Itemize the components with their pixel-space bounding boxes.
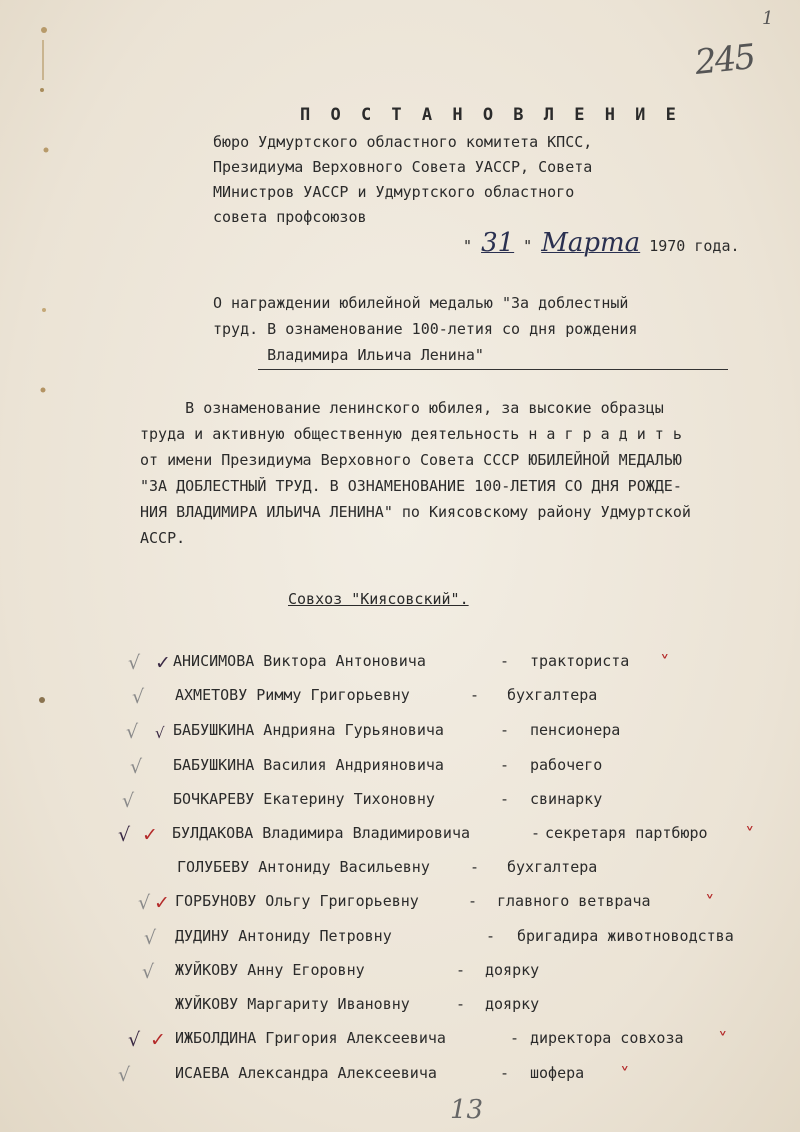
check-mark-icon: √ (126, 721, 139, 743)
check-mark-icon: ✓ (142, 824, 158, 846)
document-title: П О С Т А Н О В Л Е Н И Е (300, 105, 681, 125)
awardee-dash: - (456, 961, 466, 979)
awardee-position: свинарку (530, 790, 603, 808)
awardee-position: бухгалтера (507, 686, 598, 704)
check-mark-icon: √ (138, 892, 151, 914)
date-day: 31 (481, 228, 515, 258)
awardee-row (0, 652, 800, 682)
awardee-position: тракториста (530, 652, 630, 670)
check-mark-icon: √ (130, 756, 143, 778)
check-mark-icon: √ (118, 824, 131, 846)
awardee-position: секретаря партбюро (545, 824, 708, 842)
awardee-position: пенсионера (530, 721, 621, 739)
awardee-name: БАБУШКИНА Василия Андрияновича (173, 756, 444, 774)
tick-mark-icon: ˅ (745, 824, 755, 846)
awardee-dash: - (500, 756, 510, 774)
awardee-row (0, 1064, 800, 1094)
awardee-dash: - (470, 858, 480, 876)
subject-underline (258, 369, 728, 370)
awardee-row (0, 961, 800, 991)
awardee-dash: - (456, 995, 466, 1013)
tick-mark-icon: ˅ (718, 1029, 728, 1051)
awardee-name: БАБУШКИНА Андрияна Гурьяновича (173, 721, 444, 739)
archive-number: 245 (693, 37, 756, 83)
awardee-dash: - (486, 927, 496, 945)
tick-mark-icon: ˅ (660, 652, 670, 674)
check-mark-icon: ✓ (155, 652, 171, 674)
awardee-position: бригадира животноводства (517, 927, 734, 945)
document-date: " 31 " Марта 1970 года. (463, 228, 740, 258)
check-mark-icon: √ (122, 790, 135, 812)
awardee-dash: - (510, 1029, 520, 1047)
date-month: Марта (541, 228, 641, 258)
awardee-row (0, 927, 800, 957)
awardee-row (0, 858, 800, 888)
awardee-row (0, 721, 800, 751)
awardee-name: ДУДИНУ Антониду Петровну (175, 927, 392, 945)
check-mark-icon: ✓ (150, 1029, 166, 1051)
awardee-name: БОЧКАРЕВУ Екатерину Тихоновну (173, 790, 435, 808)
awardee-position: доярку (485, 961, 540, 979)
awardee-row (0, 790, 800, 820)
awardee-name: ЖУЙКОВУ Маргариту Ивановну (175, 995, 410, 1013)
awardee-dash: - (500, 721, 510, 739)
check-mark-icon: √ (142, 961, 155, 983)
awardee-row (0, 824, 800, 854)
page-number: 1 (762, 8, 774, 29)
awardee-dash: - (470, 686, 480, 704)
awardee-name: ИЖБОЛДИНА Григория Алексеевича (175, 1029, 446, 1047)
awardee-row (0, 686, 800, 716)
awardee-name: ИСАЕВА Александра Алексеевича (175, 1064, 437, 1082)
awardee-dash: - (468, 892, 478, 910)
section-title: Совхоз "Кияcовский". (288, 590, 469, 608)
document-body: В ознаменование ленинского юбилея, за высокие образцы труда и активную общественную деятельность н а г р а д и т ь от имени Президиума Верховного Совета СССР ЮБИЛЕЙНОЙ МЕДАЛЬЮ "ЗА ДОБЛЕСТНЫЙ ТРУД. В ОЗНАМЕНОВАНИЕ 100-ЛЕТИЯ СО ДНЯ РОЖДЕ- НИЯ ВЛАДИМИРА ИЛЬИЧА ЛЕНИНА" по Кияcовскому району Удмуртской АССР. (140, 399, 691, 547)
awardee-row (0, 995, 800, 1025)
check-mark-icon: √ (144, 927, 157, 949)
awardee-name: ГОРБУНОВУ Ольгу Григорьевну (175, 892, 419, 910)
check-mark-icon: √ (155, 724, 165, 742)
awardee-position: бухгалтера (507, 858, 598, 876)
check-mark-icon: √ (128, 652, 141, 674)
paper-stain-marks (30, 10, 60, 710)
awardee-dash: - (500, 790, 510, 808)
awardee-name: АХМЕТОВУ Римму Григорьевну (175, 686, 410, 704)
tick-mark-icon: ˅ (620, 1064, 630, 1086)
awardee-dash: - (500, 1064, 510, 1082)
awardee-dash: - (500, 652, 510, 670)
awardee-position: главного ветврача (497, 892, 651, 910)
date-year: 1970 года. (649, 237, 740, 255)
check-mark-icon: ✓ (154, 892, 170, 914)
awardee-name: БУЛДАКОВА Владимира Владимировича (172, 824, 471, 842)
bottom-number: 13 (450, 1095, 484, 1125)
awardee-position: директора совхоза (530, 1029, 684, 1047)
document-issuer: бюро Удмуртского областного комитета КПСС, Президиума Верховного Совета УАССР, Совета МИнистров УАССР и Удмуртского областного совета профсоюзов (213, 133, 593, 226)
tick-mark-icon: ˅ (705, 892, 715, 914)
awardee-position: доярку (485, 995, 540, 1013)
check-mark-icon: √ (128, 1029, 141, 1051)
check-mark-icon: √ (132, 686, 145, 708)
awardee-dash: - (531, 824, 541, 842)
awardee-position: рабочего (530, 756, 603, 774)
awardee-row (0, 892, 800, 922)
document-subject: О награждении юбилейной медалью "За доблестный труд. В ознаменование 100-летия со дня рождения Владимира Ильича Ленина" (213, 294, 638, 364)
check-mark-icon: √ (118, 1064, 131, 1086)
awardee-name: ГОЛУБЕВУ Антониду Васильевну (177, 858, 430, 876)
awardee-row (0, 756, 800, 786)
awardee-position: шофера (530, 1064, 585, 1082)
awardee-name: АНИСИМОВА Виктора Антоновича (173, 652, 426, 670)
awardee-row (0, 1029, 800, 1059)
awardee-name: ЖУЙКОВУ Анну Егоровну (175, 961, 365, 979)
